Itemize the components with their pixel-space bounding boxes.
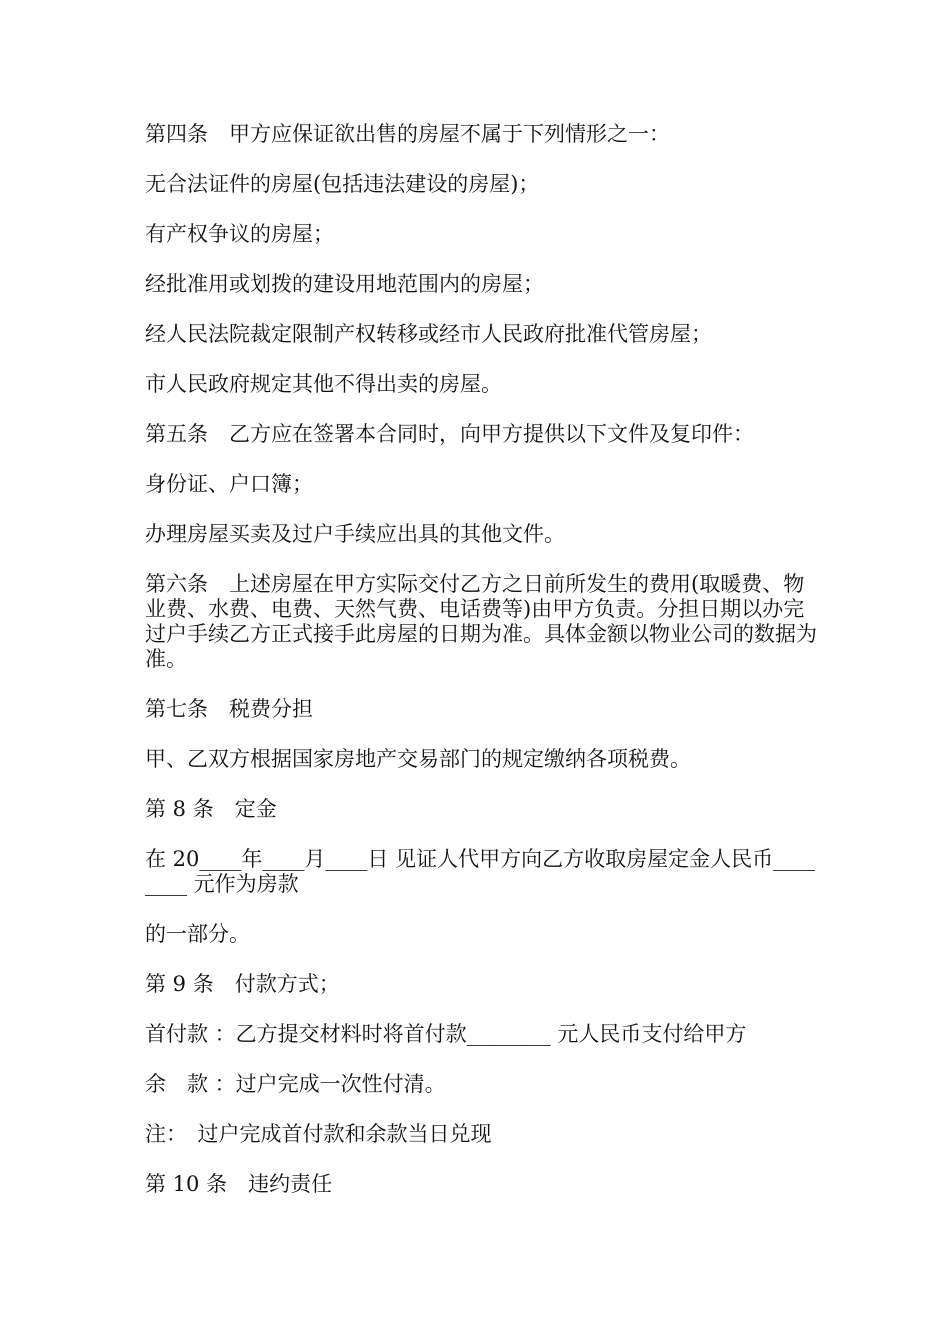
clause-7-heading: 第七条 税费分担: [145, 697, 313, 721]
clause-9-note: 注： 过户完成首付款和余款当日兑现: [145, 1122, 492, 1146]
clause-4-item-1: 无合法证件的房屋(包括违法建设的房屋)；: [145, 172, 540, 196]
clause-4-item-4: 经人民法院裁定限制产权转移或经市人民政府批准代管房屋；: [145, 322, 712, 346]
clause-4-item-5: 市人民政府规定其他不得出卖的房屋。: [145, 372, 502, 396]
clause-6-text: 第六条 上述房屋在甲方实际交付乙方之日前所发生的费用(取暖费、物业费、水费、电费、天然气费、电话费等)由甲方负责。分担日期以办完过户手续乙方正式接手此房屋的日期为准。具体金额以物业公司的数据为准。: [145, 572, 817, 671]
clause-4-heading: 第四条 甲方应保证欲出售的房屋不属于下列情形之一：: [145, 122, 670, 146]
clause-9-down-payment: 首付款 ：乙方提交材料时将首付款________ 元人民币支付给甲方: [145, 1022, 747, 1046]
clause-4-item-3: 经批准用或划拨的建设用地范围内的房屋；: [145, 272, 544, 296]
clause-9-heading: 第 9 条 付款方式；: [145, 972, 340, 996]
clause-8-heading: 第 8 条 定金: [145, 797, 277, 821]
clause-9-balance: 余 款 ：过户完成一次性付清。: [145, 1072, 446, 1096]
clause-8-text: 在 20____年____月____日 见证人代甲方向乙方收取房屋定金人民币________ 元作为房款: [145, 847, 816, 896]
clause-5-item-1: 身份证、户口簿；: [145, 472, 313, 496]
contract-text: [145, 122, 825, 1222]
clause-5-heading: 第五条 乙方应在签署本合同时，向甲方提供以下文件及复印件：: [145, 422, 754, 446]
clause-8-text-continued: 的一部分。: [145, 922, 250, 946]
clause-4-item-2: 有产权争议的房屋；: [145, 222, 334, 246]
clause-7-text: 甲、乙双方根据国家房地产交易部门的规定缴纳各项税费。: [145, 747, 691, 771]
clause-5-item-2: 办理房屋买卖及过户手续应出具的其他文件。: [145, 522, 565, 546]
clause-10-heading: 第 10 条 违约责任: [145, 1172, 333, 1196]
